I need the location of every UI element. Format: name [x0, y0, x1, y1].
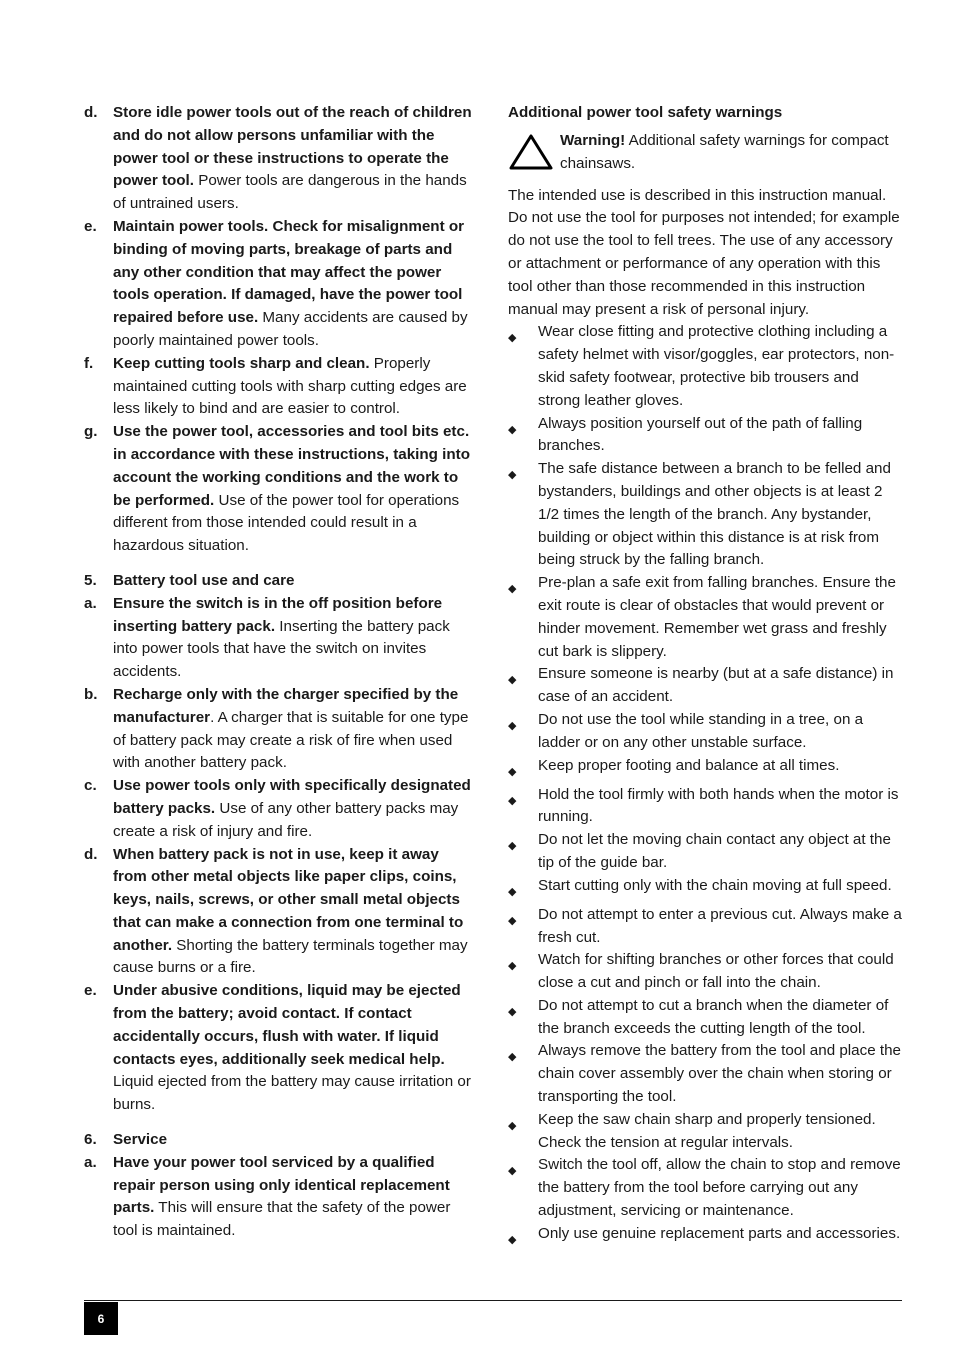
- warning-notice: [508, 130, 902, 181]
- item-body: [113, 844, 476, 981]
- item-letter: f.: [84, 354, 94, 372]
- item-body: [113, 1152, 476, 1243]
- diamond-bullet-icon: ◆: [508, 1005, 517, 1018]
- diamond-bullet-icon: ◆: [508, 1119, 517, 1132]
- bullet-text: Always position yourself out of the path of falling branches.: [538, 414, 863, 455]
- list-item: [84, 421, 476, 558]
- diamond-bullet-icon: ◆: [508, 583, 517, 596]
- bullet-item: [508, 949, 902, 995]
- bullet-item: [508, 904, 902, 950]
- bullet-item: [508, 829, 902, 875]
- section-title: Battery tool use and care: [113, 571, 295, 589]
- warning-text: [560, 130, 902, 181]
- list-item: [84, 593, 476, 684]
- diamond-bullet-icon: ◆: [508, 840, 517, 853]
- warning-label: Warning!: [560, 131, 626, 149]
- bullet-item: [508, 572, 902, 663]
- section-number: 6.: [84, 1131, 97, 1149]
- diamond-bullet-icon: ◆: [508, 1051, 517, 1064]
- item-text: Use of the power tool for operations different from those intended could result in a hazardous situation.: [113, 491, 460, 555]
- bullet-text: Keep the saw chain sharp and properly tensioned. Check the tension at regular intervals.: [538, 1110, 876, 1151]
- bullet-item: [508, 709, 902, 755]
- bullet-item: [508, 875, 902, 904]
- bullet-item: [508, 321, 902, 412]
- diamond-bullet-icon: ◆: [508, 332, 517, 345]
- item-text: Power tools are dangerous in the hands of untrained users.: [113, 172, 467, 213]
- bullet-item: [508, 1109, 902, 1155]
- safety-bullet-list: [508, 321, 902, 1251]
- list-item: [84, 1152, 476, 1243]
- warning-message: Additional safety warnings for compact chainsaws.: [560, 131, 889, 172]
- bullet-text: Do not attempt to cut a branch when the diameter of the branch exceeds the cutting length of the tool.: [538, 996, 889, 1037]
- item-letter: a.: [84, 594, 97, 612]
- item-text: Liquid ejected from the battery may cause irritation or burns.: [113, 1073, 471, 1114]
- diamond-bullet-icon: ◆: [508, 423, 517, 436]
- item-letter: c.: [84, 777, 97, 795]
- bullet-text: Hold the tool firmly with both hands when the motor is running.: [538, 785, 899, 826]
- list-item: [84, 980, 476, 1117]
- item-body: [113, 775, 476, 843]
- section-heading-battery: [84, 570, 476, 593]
- list-item: [84, 844, 476, 981]
- list-service: [84, 1152, 476, 1243]
- list-battery: [84, 593, 476, 1117]
- diamond-bullet-icon: ◆: [508, 885, 517, 898]
- list-item: [84, 216, 476, 353]
- item-bold-text: Maintain power tools. Check for misalignment or binding of moving parts, breakage of parts and any other condition that may affect the power tools operation. If damaged, have the power tool repaired before use.: [113, 217, 465, 327]
- item-letter: e.: [84, 217, 97, 235]
- item-text: Inserting the battery pack into power tools that have the switch on invites accidents.: [113, 617, 450, 681]
- bullet-text: Wear close fitting and protective clothing including a safety helmet with visor/goggles, ear protectors, non-skid safety footwear, protective bib trousers and strong leather gloves.: [538, 323, 895, 409]
- bullet-item: [508, 413, 902, 459]
- item-body: [113, 353, 476, 421]
- diamond-bullet-icon: ◆: [508, 960, 517, 973]
- bullet-item: [508, 995, 902, 1041]
- item-body: [113, 684, 476, 775]
- item-text: Use of any other battery packs may create a risk of injury and fire.: [113, 799, 459, 840]
- item-bold-text: Ensure the switch is in the off position before inserting battery pack.: [113, 594, 443, 635]
- intended-use-paragraph: The intended use is described in this instruction manual. Do not use the tool for purposes not intended; for example do not use the tool to fell trees. The use of any accessory or attachment or performance of any operation with this tool other than those recommended in this instruction manual may present a risk of personal injury.: [508, 186, 900, 318]
- bullet-item: [508, 1223, 902, 1252]
- item-bold-text: Store idle power tools out of the reach of children and do not allow persons unfamiliar with the power tool or these instructions to operate the power tool.: [113, 104, 472, 190]
- bullet-text: Do not let the moving chain contact any object at the tip of the guide bar.: [538, 831, 891, 871]
- bullet-text: Always remove the battery from the tool and place the chain cover assembly over the chain when storing or transporting the tool.: [538, 1042, 902, 1106]
- bullet-item: [508, 755, 902, 784]
- bullet-item: [508, 458, 902, 572]
- item-letter: a.: [84, 1153, 97, 1171]
- item-letter: b.: [84, 685, 98, 703]
- list-top: [84, 102, 476, 558]
- bullet-text: Ensure someone is nearby (but at a safe distance) in case of an accident.: [538, 665, 894, 706]
- left-column: [84, 102, 476, 1243]
- warning-triangle-icon: [508, 130, 560, 181]
- list-item: [84, 684, 476, 775]
- section-title: Service: [113, 1131, 168, 1149]
- list-item: [84, 775, 476, 843]
- diamond-bullet-icon: ◆: [508, 1165, 517, 1178]
- additional-warnings-heading: Additional power tool safety warnings: [508, 104, 783, 121]
- item-body: [113, 421, 476, 558]
- list-item: [84, 353, 476, 421]
- item-body: [113, 216, 476, 353]
- item-text: . A charger that is suitable for one type of battery pack may create a risk of fire when used with another battery pack.: [113, 708, 469, 772]
- item-text: Properly maintained cutting tools with sharp cutting edges are less likely to bind and are easier to control.: [113, 354, 467, 418]
- item-text: Many accidents are caused by poorly maintained power tools.: [113, 309, 468, 349]
- diamond-bullet-icon: ◆: [508, 469, 517, 482]
- bullet-text: Only use genuine replacement parts and accessories.: [538, 1224, 901, 1242]
- item-bold-text: Keep cutting tools sharp and clean.: [113, 354, 370, 372]
- item-body: [113, 980, 476, 1117]
- bullet-item: [508, 784, 902, 830]
- footer-rule: [84, 1300, 902, 1301]
- item-letter: e.: [84, 982, 97, 1000]
- bullet-text: Start cutting only with the chain moving at full speed.: [538, 876, 892, 894]
- diamond-bullet-icon: ◆: [508, 914, 517, 927]
- bullet-text: Pre-plan a safe exit from falling branches. Ensure the exit route is clear of obstacles that would prevent or hinder movement. Remember wet grass and freshly cut bark is slippery.: [538, 574, 896, 660]
- item-bold-text: Under abusive conditions, liquid may be ejected from the battery; avoid contact. If contact accidentally occurs, flush with water. If liquid contacts eyes, additionally seek medical help.: [113, 982, 461, 1068]
- item-bold-text: Recharge only with the charger specified by the manufacturer: [113, 685, 459, 726]
- item-letter: d.: [84, 104, 98, 121]
- item-text: This will ensure that the safety of the power tool is maintained.: [113, 1199, 451, 1240]
- page-number: 6: [84, 1302, 118, 1335]
- right-column: [508, 102, 902, 1252]
- bullet-text: Keep proper footing and balance at all times.: [538, 756, 840, 774]
- section-number: 5.: [84, 571, 97, 589]
- item-letter: g.: [84, 423, 98, 441]
- bullet-item: [508, 1154, 902, 1222]
- item-body: [113, 102, 476, 216]
- item-bold-text: Use power tools only with specifically designated battery packs.: [113, 777, 471, 817]
- bullet-text: Do not attempt to enter a previous cut. Always make a fresh cut.: [538, 905, 902, 946]
- diamond-bullet-icon: ◆: [508, 719, 517, 732]
- item-letter: d.: [84, 845, 98, 863]
- diamond-bullet-icon: ◆: [508, 794, 517, 807]
- bullet-text: Switch the tool off, allow the chain to stop and remove the battery from the tool before carrying out any adjustment, servicing or maintenance.: [538, 1156, 901, 1220]
- item-body: [113, 593, 476, 684]
- item-bold-text: Have your power tool serviced by a qualified repair person using only identical replacement parts.: [113, 1153, 450, 1217]
- bullet-text: Do not use the tool while standing in a tree, on a ladder or on any other unstable surface.: [538, 710, 864, 751]
- item-text: Shorting the battery terminals together may cause burns or a fire.: [113, 936, 468, 977]
- bullet-text: Watch for shifting branches or other forces that could close a cut and pinch or fall into the chain.: [538, 951, 894, 992]
- diamond-bullet-icon: ◆: [508, 765, 517, 778]
- bullet-item: [508, 1040, 902, 1108]
- section-heading-service: [84, 1129, 476, 1152]
- item-bold-text: Use the power tool, accessories and tool bits etc. in accordance with these instructions, taking into account the working conditions and the work to be performed.: [113, 423, 470, 509]
- list-item: [84, 102, 476, 216]
- diamond-bullet-icon: ◆: [508, 674, 517, 687]
- diamond-bullet-icon: ◆: [508, 1233, 517, 1246]
- bullet-item: [508, 663, 902, 709]
- item-bold-text: When battery pack is not in use, keep it away from other metal objects like paper clips, coins, keys, nails, screws, or other small metal objects that can make a connection from one terminal to another.: [113, 845, 464, 954]
- bullet-text: The safe distance between a branch to be felled and bystanders, buildings and other objects is at least 2 1/2 times the length of the branch. Any bystander, building or object within this distance is at risk from being struck by the falling branch.: [538, 460, 891, 569]
